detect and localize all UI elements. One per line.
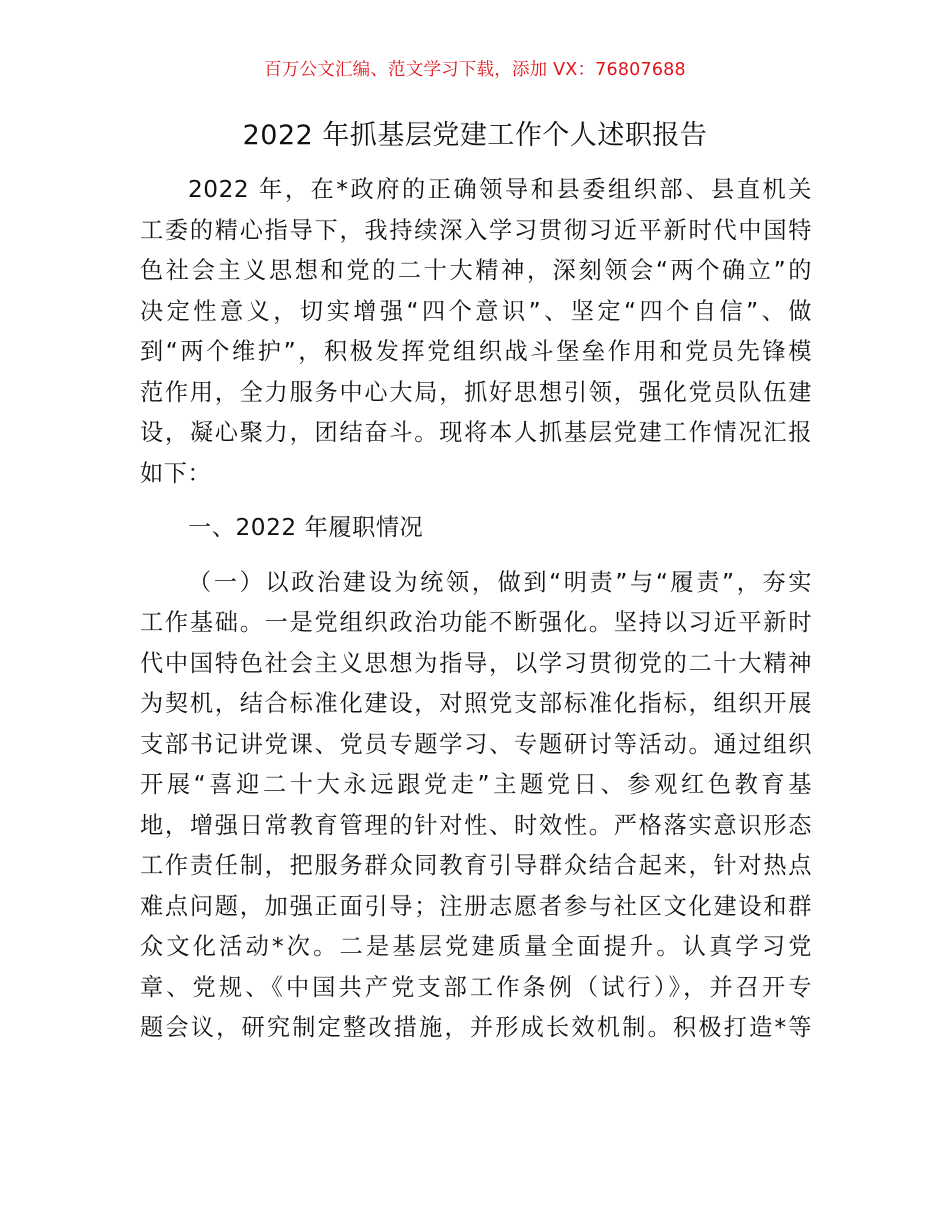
text-line: 题会议，研究制定整改措施，并形成长效机制。积极打造*等 (140, 1014, 812, 1041)
text-line: 2022 年，在*政府的正确领导和县委组织部、县直机关 (188, 176, 812, 203)
text-line: 开展“喜迎二十大永远跟党走”主题党日、参观红色教育基 (140, 771, 812, 798)
text-line: 如下： (140, 459, 212, 487)
text-line: 地，增强日常教育管理的针对性、时效性。严格落实意识形态 (140, 811, 812, 839)
text-line: 决定性意义，切实增强“四个意识”、坚定“四个自信”、做 (140, 297, 812, 325)
text-line: 工委的精心指导下，我持续深入学习贯彻习近平新时代中国特 (140, 216, 812, 244)
text-line: 范作用，全力服务中心大局，抓好思想引领，强化党员队伍建 (140, 378, 812, 406)
text-line: 章、党规、《中国共产党支部工作条例（试行）》，并召开专 (140, 973, 812, 1001)
document-title: 2022 年抓基层党建工作个人述职报告 (242, 120, 708, 151)
watermark-banner: 百万公文汇编、范文学习下载，添加 VX：76807688 (264, 60, 686, 80)
text-line: 难点问题，加强正面引导；注册志愿者参与社区文化建设和群 (140, 892, 812, 920)
text-line: 到“两个维护”，积极发挥党组织战斗堡垒作用和党员先锋模 (140, 338, 812, 365)
text-line: 设，凝心聚力，团结奋斗。现将本人抓基层党建工作情况汇报 (140, 419, 812, 446)
section-heading: 一、2022 年履职情况 (188, 514, 424, 541)
text-line: 代中国特色社会主义思想为指导，以学习贯彻党的二十大精神 (140, 649, 812, 677)
section-1-paragraph (140, 563, 812, 1049)
text-line: 工作基础。一是党组织政治功能不断强化。坚持以习近平新时 (140, 609, 812, 636)
intro-paragraph (140, 170, 812, 494)
document-body (140, 170, 812, 1049)
text-line: 色社会主义思想和党的二十大精神，深刻领会“两个确立”的 (140, 257, 812, 284)
text-line: （一）以政治建设为统领，做到“明责”与“履责”，夯实 (188, 568, 812, 596)
text-line: 支部书记讲党课、党员专题学习、专题研讨等活动。通过组织 (140, 730, 812, 758)
text-line: 为契机，结合标准化建设，对照党支部标准化指标，组织开展 (140, 690, 812, 717)
text-line: 众文化活动*次。二是基层党建质量全面提升。认真学习党 (140, 933, 812, 960)
text-line: 工作责任制，把服务群众同教育引导群众结合起来，针对热点 (140, 852, 812, 879)
